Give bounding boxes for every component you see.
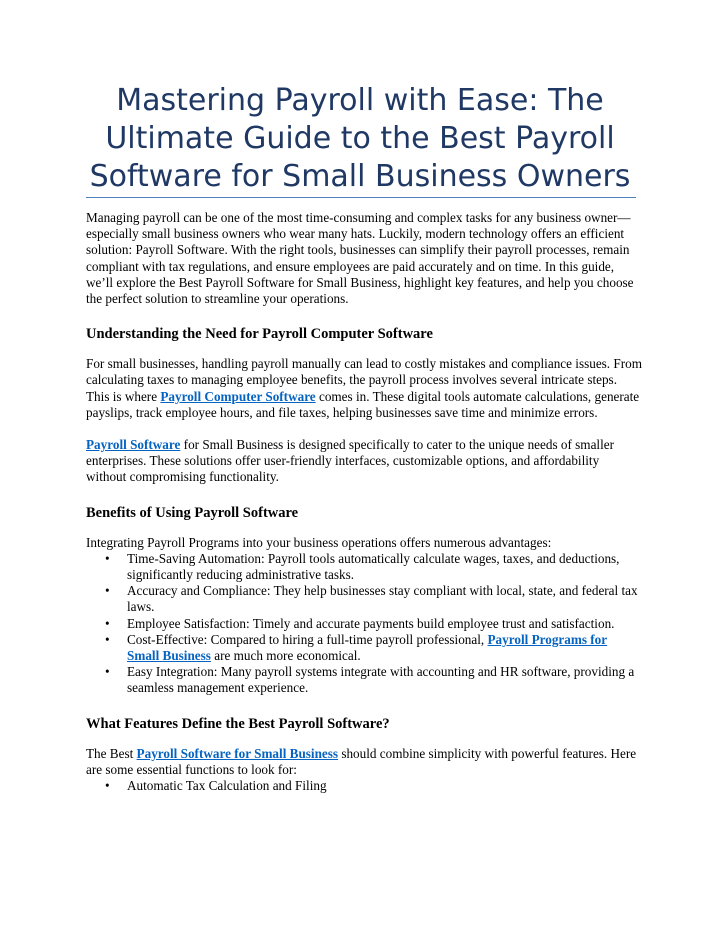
features-list <box>86 778 642 794</box>
list-item-text: Easy Integration: Many payroll systems integrate with accounting and HR software, providing a seamless management experience. <box>127 664 635 696</box>
list-item <box>86 583 642 615</box>
paragraph-text: comes in. These digital tools automate calculations, generate payslips, track employee hours, and file taxes, helping businesses save time and minimize errors. <box>86 388 640 420</box>
intro-paragraph: Managing payroll can be one of the most time-consuming and complex tasks for any business owner—especially small business owners who wear many hats. Luckily, modern technology offers an efficient solution: Payroll Software. With the right tools, businesses can simplify their payroll processes, remain compliant with tax regulations, and ensure employees are paid accurately and on time. In this guide, we’ll explore the Best Payroll Software for Small Business, highlight key features, and help you choose the perfect solution to streamline your operations. <box>86 210 634 307</box>
section-heading-benefits: Benefits of Using Payroll Software <box>86 504 299 521</box>
paragraph-features <box>86 746 642 778</box>
section-heading-features: What Features Define the Best Payroll Software? <box>86 715 390 732</box>
benefits-intro: Integrating Payroll Programs into your business operations offers numerous advantages: <box>86 534 552 550</box>
bullet-icon: • <box>105 615 110 631</box>
bullet-icon: • <box>105 583 110 599</box>
page-title <box>86 82 634 196</box>
paragraph-text: for Small Business is designed specifically to cater to the unique needs of smaller enterprises. These solutions offer user-friendly interfaces, customizable options, and affordability without compromising functionality. <box>86 437 614 485</box>
list-item <box>86 632 642 664</box>
list-item <box>86 616 642 632</box>
title-underline-divider <box>86 197 636 198</box>
payroll-computer-software-link[interactable]: Payroll Computer Software <box>160 388 316 404</box>
paragraph-text: The Best <box>86 745 137 761</box>
list-item <box>86 664 642 696</box>
list-item-text: Accuracy and Compliance: They help businesses stay compliant with local, state, and federal tax laws. <box>127 583 638 615</box>
paragraph-text: should combine simplicity with powerful features. Here are some essential functions to look for: <box>86 745 637 777</box>
paragraph-payroll-software <box>86 437 642 486</box>
bullet-icon: • <box>105 550 110 566</box>
best-payroll-software-link[interactable]: Payroll Software for Small Business <box>136 745 339 761</box>
bullet-icon: • <box>105 778 110 794</box>
title-line-1: Mastering Payroll with Ease: The <box>116 83 604 118</box>
document-body <box>86 210 642 794</box>
payroll-programs-link[interactable]: Payroll Programs for Small Business <box>127 631 608 664</box>
bullet-icon: • <box>105 664 110 680</box>
list-item-text: are much more economical. <box>210 648 361 664</box>
list-item <box>86 551 642 583</box>
list-item-text: Automatic Tax Calculation and Filing <box>127 778 327 794</box>
payroll-software-link[interactable]: Payroll Software <box>86 437 181 453</box>
paragraph-text: For small businesses, handling payroll manually can lead to costly mistakes and compliance issues. From calculating taxes to managing employee benefits, the payroll process involves several intricate steps. This is where <box>86 356 642 404</box>
list-item-text: Time-Saving Automation: Payroll tools automatically calculate wages, taxes, and deductions, significantly reducing administrative tasks. <box>127 550 620 583</box>
title-line-3: Software for Small Business Owners <box>89 159 631 194</box>
bullet-icon: • <box>105 631 110 647</box>
title-line-2: Ultimate Guide to the Best Payroll <box>105 121 615 156</box>
list-item-text: Employee Satisfaction: Timely and accurate payments build employee trust and satisfaction. <box>127 615 615 631</box>
list-item <box>86 778 642 794</box>
section-heading-need: Understanding the Need for Payroll Computer Software <box>86 326 433 343</box>
benefits-list <box>86 551 642 697</box>
list-item-text: Cost-Effective: Compared to hiring a full-time payroll professional, <box>127 631 488 647</box>
paragraph-need <box>86 356 642 421</box>
